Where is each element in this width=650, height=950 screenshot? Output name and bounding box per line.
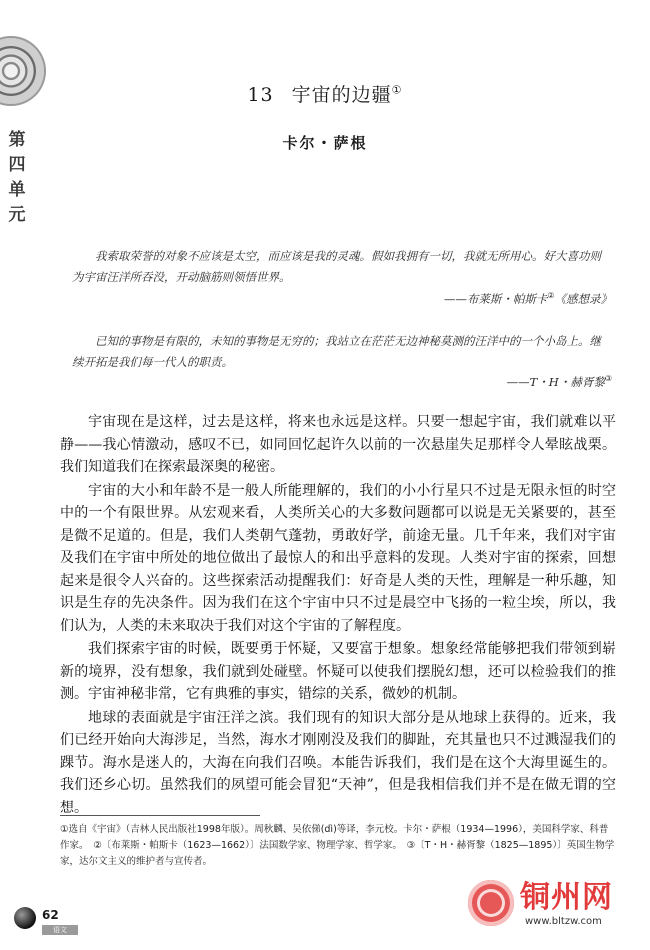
epigraph-2: 已知的事物是有限的，未知的事物是无穷的；我站立在茫茫无边神秘莫测的汪洋中的一个小岛上。继续开拓是我们每一代人的职责。 [72, 334, 601, 369]
page-subject-tag: 语文 [42, 925, 78, 935]
body-paragraph: 我们探索宇宙的时候，既要勇于怀疑，又要富于想象。想象经常能够把我们带领到崭新的境界，没有想象，我们就到处碰壁。怀疑可以使我们摆脱幻想，还可以检验我们的推测。宇宙神秘非常，它有典雅的事实，错综的关系，微妙的机制。 [60, 641, 616, 702]
chapter-number: 13 [247, 84, 274, 106]
footnotes [60, 822, 616, 870]
body-text [60, 411, 616, 820]
unit-label-char: 四 [8, 155, 26, 175]
watermark-url: www.bltzw.com [525, 916, 602, 927]
epigraph-2-attribution [507, 374, 612, 390]
chapter-title [0, 80, 650, 107]
attribution-mark: ② [547, 291, 555, 301]
author-name: 卡尔・萨根 [282, 134, 368, 152]
body-paragraph: 地球的表面就是宇宙汪洋之滨。我们现有的知识大部分是从地球上获得的。近来，我们已经开始向大海涉足，当然，海水才刚刚没及我们的脚趾，充其量也只不过溅湿我们的踝节。海水是迷人的，大海在向我们召唤。本能告诉我们，我们是在这个大海里诞生的。我们还乡心切。虽然我们的夙望可能会冒犯“天神”，但是我相信我们并不是在做无谓的空想。 [60, 709, 616, 816]
attribution-author: ——T・H・赫胥黎 [506, 375, 605, 389]
unit-label-char: 单 [8, 180, 26, 200]
unit-label-char: 元 [8, 205, 26, 225]
attribution-author: ——布莱斯・帕斯卡 [443, 292, 548, 306]
body-paragraph: 宇宙现在是这样，过去是这样，将来也永远是这样。只要一想起宇宙，我们就难以平静——我心情激动，感叹不已，如同回忆起许久以前的一次悬崖失足那样令人晕眩战栗。我们知道我们在探索最深奥的秘密。 [60, 414, 616, 475]
page-number: 62 [42, 908, 59, 922]
attribution-mark: ③ [604, 374, 612, 384]
epigraph-1-attribution [444, 291, 612, 307]
unit-label-char: 第 [8, 130, 26, 150]
title-footnote-mark: ① [391, 83, 403, 97]
epigraph-1: 我索取荣誉的对象不应该是太空，而应该是我的灵魂。假如我拥有一切，我就无所用心。好大喜功则为宇宙汪洋所吞没，开动脑筋则领悟世界。 [72, 249, 601, 284]
attribution-work: 《感想录》 [554, 292, 612, 306]
page-ball-icon [14, 907, 36, 929]
footnote-divider [60, 815, 260, 816]
footnote-text: ①选自《宇宙》（吉林人民出版社1998年版）。周秋麟、吴依俤(dì)等译，李元校。卡尔・萨根（1934—1996），美国科学家、科普作家。 ②〔布莱斯・帕斯卡（1623—1662）〕法国数学家、物理学家、哲学家。 ③〔T・H・赫胥黎（1825—1895）〕英国生物学家，达尔文主义的维护者与宣传者。 [60, 824, 615, 867]
watermark-logo-icon [468, 880, 514, 926]
watermark-text: 铜州网 [520, 880, 613, 915]
chapter-title-text: 宇宙的边疆 [291, 84, 392, 106]
body-paragraph: 宇宙的大小和年龄不是一般人所能理解的，我们的小小行星只不过是无限永恒的时空中的一个有限世界。从宏观来看，人类所关心的大多数问题都可以说是无关紧要的，甚至是微不足道的。但是，我们人类朝气蓬勃，勇敢好学，前途无量。几千年来，我们对宇宙及我们在宇宙中所处的地位做出了最惊人的和出乎意料的发现。人类对宇宙的探索，回想起来是很令人兴奋的。这些探索活动提醒我们：好奇是人类的天性，理解是一种乐趣，知识是生存的先决条件。因为我们在这个宇宙中只不过是晨空中飞扬的一粒尘埃，所以，我们认为，人类的未来取决于我们对这个宇宙的了解程度。 [60, 482, 616, 634]
